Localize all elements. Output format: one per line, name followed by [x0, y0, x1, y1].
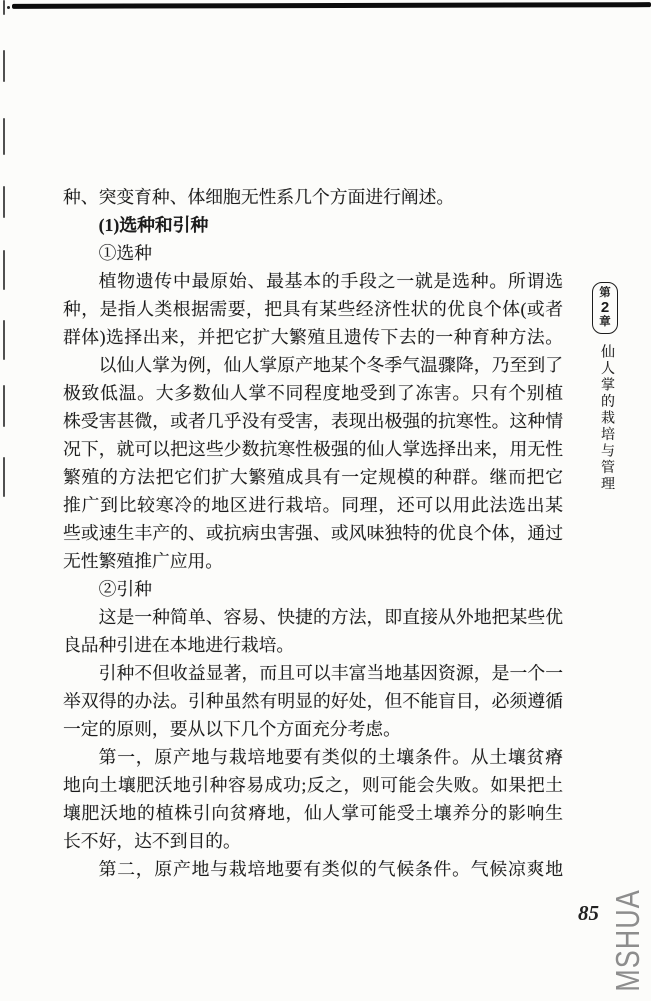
- page-number: 85: [578, 901, 599, 925]
- scan-artifact-dot: [7, 6, 10, 9]
- chapter-badge-suffix: 章: [599, 316, 611, 328]
- text-line: 引种不但收益显著，而且可以丰富当地基因资源，是一个一: [98, 663, 563, 683]
- text-line: 第一，原产地与栽培地要有类似的土壤条件。从土壤贫瘠: [98, 747, 563, 767]
- text-line: 群体)选择出来，并把它扩大繁殖且遗传下去的一种育种方法。: [63, 327, 563, 347]
- scan-artifact-edge-segment: [3, 50, 5, 82]
- text-line: 株受害甚微，或者几乎没有受害，表现出极强的抗寒性。这种情: [63, 411, 563, 431]
- text-line: 良品种引进在本地进行栽培。: [63, 635, 295, 655]
- scan-artifact-edge-segment: [3, 320, 5, 360]
- scan-artifact-edge-segment: [3, 186, 5, 218]
- chapter-title: 仙人掌的栽培与管理: [599, 344, 614, 493]
- text-line: 种、突变育种、体细胞无性系几个方面进行阐述。: [63, 187, 455, 207]
- scan-artifact-edge-segment: [3, 0, 5, 15]
- text-line: (1)选种和引种: [98, 215, 209, 235]
- text-line: 第二，原产地与栽培地要有类似的气候条件。气候凉爽地: [98, 859, 563, 879]
- text-column: [63, 183, 563, 883]
- text-line: 况下，就可以把这些少数抗寒性极强的仙人掌选择出来，用无性: [63, 439, 563, 459]
- scan-artifact-top-bar: [12, 2, 651, 9]
- text-line: 些或速生丰产的、或抗病虫害强、或风味独特的优良个体，通过: [63, 523, 563, 543]
- text-line: 长不好，达不到目的。: [63, 831, 241, 851]
- watermark: [608, 888, 648, 992]
- text-line: 极致低温。大多数仙人掌不同程度地受到了冻害。只有个别植: [63, 383, 563, 403]
- watermark-text: MSHUA: [608, 888, 647, 992]
- chapter-badge-prefix: 第: [599, 287, 611, 299]
- text-line: 壤肥沃地的植株引向贫瘠地，仙人掌可能受土壤养分的影响生: [63, 803, 563, 823]
- text-line: 繁殖的方法把它们扩大繁殖成具有一定规模的种群。继而把它: [63, 467, 563, 487]
- text-line: 植物遗传中最原始、最基本的手段之一就是选种。所谓选: [98, 271, 563, 291]
- text-line: 一定的原则，要从以下几个方面充分考虑。: [63, 719, 401, 739]
- text-line: 这是一种简单、容易、快捷的方法，即直接从外地把某些优: [98, 607, 563, 627]
- scan-artifact-edge-segment: [3, 385, 5, 427]
- scan-artifact-edge-segment: [3, 457, 5, 497]
- text-line: 以仙人掌为例，仙人掌原产地某个冬季气温骤降，乃至到了: [98, 355, 563, 375]
- text-line: 种，是指人类根据需要，把具有某些经济性状的优良个体(或者: [63, 299, 563, 319]
- scan-artifact-edge-segment: [3, 250, 5, 290]
- chapter-badge: [592, 282, 618, 334]
- text-line: 无性繁殖推广应用。: [63, 551, 224, 571]
- text-line: 举双得的办法。引种虽然有明显的好处，但不能盲目，必须遵循: [63, 691, 563, 711]
- text-line: 推广到比较寒冷的地区进行栽培。同理，还可以用此法选出某: [63, 495, 563, 515]
- text-line: ②引种: [98, 579, 152, 599]
- chapter-badge-number: 2: [600, 299, 610, 316]
- scan-artifact-edge-segment: [3, 118, 5, 155]
- text-line: 地向土壤肥沃地引种容易成功;反之，则可能会失败。如果把土: [63, 775, 563, 795]
- text-line: ①选种: [98, 243, 152, 263]
